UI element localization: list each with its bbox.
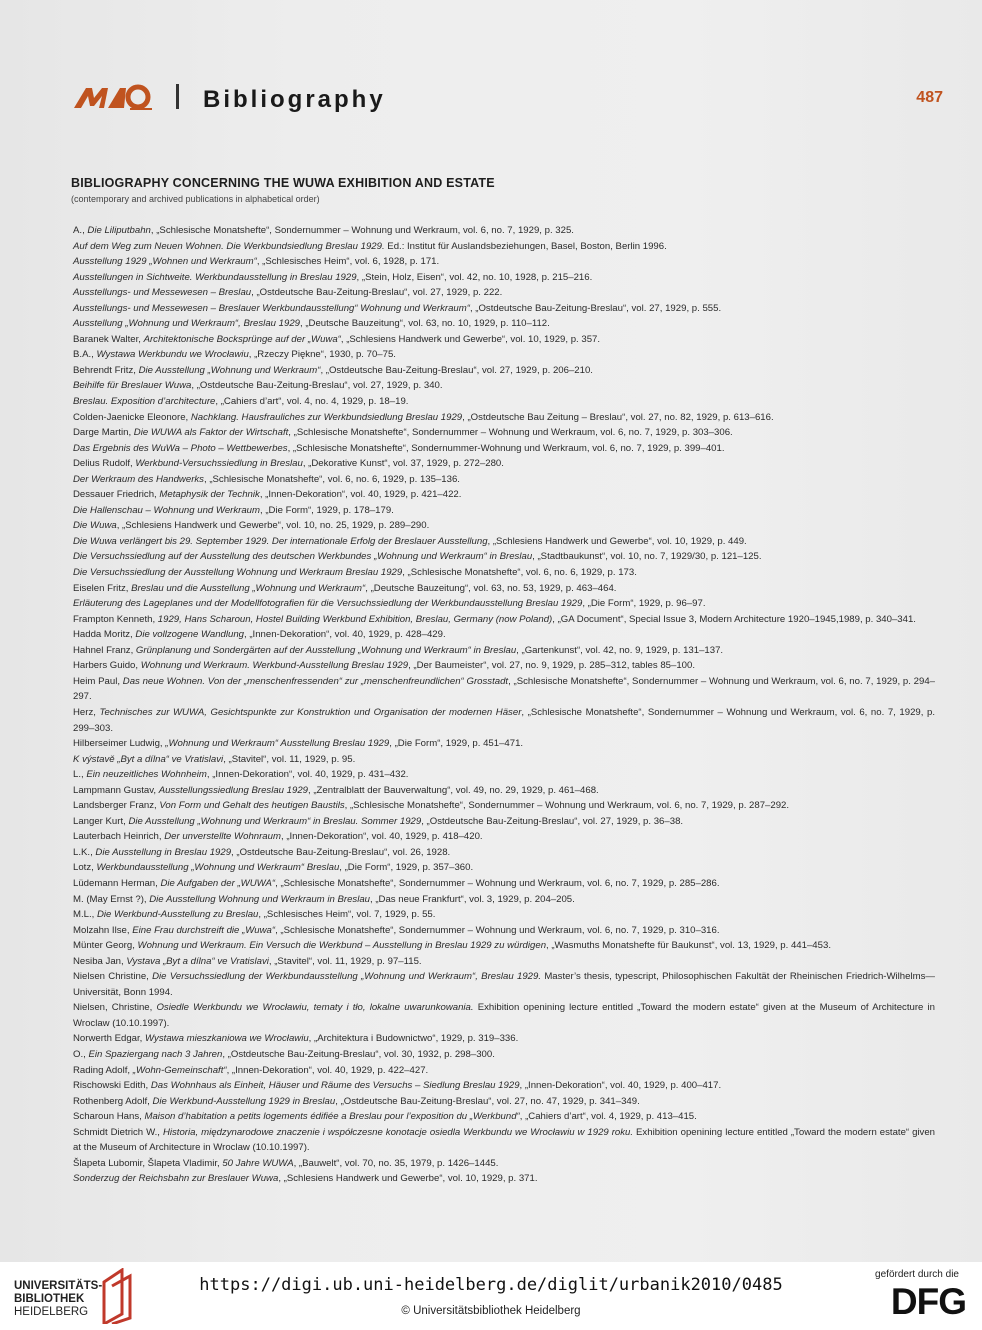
entry-citation: , „Innen-Dekoration“, vol. 40, 1929, p. 431–432. [206,769,409,781]
entry-citation: , „Ostdeutsche Bau-Zeitung-Breslau“, vol. 27, 1929, p. 340. [191,380,443,392]
entry-citation: , „Schlesische Monatshefte“, Sondernummer – Wohnung und Werkraum, vol. 6, no. 7, 1929, p. 287–292. [344,800,790,812]
entry-author: Münter Georg, [73,940,138,952]
entry-title: Die Ausstellung „Wohnung und Werkraum“ in Breslau. Sommer 1929 [128,815,422,827]
entry-author: Hilberseimer Ludwig, [73,738,166,750]
entry-author: Delius Rudolf, [73,458,136,470]
entry-citation: , „Ostdeutsche Bau-Zeitung-Breslau“, vol. 27, 1929, p. 206–210. [320,364,593,376]
entry-title: K výstavě „Byt a dílna“ ve Vratislavi [73,753,224,765]
entry-author: Colden-Jaenicke Eleonore, [73,411,191,423]
entry-author: Lotz, [73,862,97,874]
bibliography-entry [73,565,935,581]
bibliography-entry [73,1047,935,1063]
entry-title: Ausstellungs- und Messewesen – Breslau [73,287,252,299]
bibliography-entry [73,752,935,768]
entry-author: Nielsen Christine, [73,971,153,983]
dfg-caption: gefördert durch die [875,1269,959,1280]
entry-title: Ausstellungen in Sichtweite. Werkbundausstellung in Breslau 1929 [73,271,357,283]
entry-title: 50 Jahre WUWA [222,1157,294,1169]
entry-author: Šlapeta Lubomir, Šlapeta Vladimir, [73,1157,223,1169]
entry-title: Die Versuchssiedlung auf der Ausstellung des deutschen Werkbundes „Wohnung und Werkraum“ in Breslau [73,551,533,563]
bibliography-entry [73,378,935,394]
entry-author: Schmidt Dietrich W., [73,1126,163,1138]
entry-author: Eiselen Fritz, [73,582,132,594]
bibliography-entry [73,596,935,612]
entry-author: Nielsen, Christine, [73,1002,157,1014]
entry-citation: , „Rzeczy Piękne“, 1930, p. 70–75. [248,349,396,361]
bibliography-entry [73,969,935,1000]
entry-citation: , „Die Form“, 1929, p. 451–471. [389,738,524,750]
entry-title: Die WUWA als Faktor der Wirtschaft [133,427,289,439]
bibliography-entry [73,1156,935,1172]
bibliography-entry [73,814,935,830]
entry-title: Osiedle Werkbundu we Wrocławiu, tematy i tło, lokalne uwarunkowania. [156,1002,474,1014]
entry-title: Ein Spaziergang nach 3 Jahren [88,1048,223,1060]
bibliography-entry [73,285,935,301]
bibliography-entry [73,1078,935,1094]
entry-author: Nesiba Jan, [73,955,127,967]
bibliography-entry [73,581,935,597]
bibliography-entry [73,518,935,534]
entry-citation: Exhibition openining lecture entitled „Toward the modern estate“ given at the Museum of Architecture in Wroclaw (10.10.1997). [73,1126,936,1154]
entry-author: Lüdemann Herman, [73,877,161,889]
entry-title: Breslau und die Ausstellung „Wohnung und Werkraum“ [131,582,366,594]
bibliography-entry [73,876,935,892]
bibliography-entry [73,783,935,799]
bibliography-entry [73,1125,935,1156]
footer [0,1262,982,1330]
entry-citation: , „Der Baumeister“, vol. 27, no. 9, 1929, p. 285–312, tables 85–100. [408,660,696,672]
entry-citation: , „Cahiers d’art“, vol. 4, 1929, p. 413–415. [519,1111,697,1123]
entry-author: Langer Kurt, [73,815,129,827]
bibliography-entry [73,923,935,939]
entry-title: Das Ergebnis des WuWa – Photo – Wettbewerbes [73,442,288,454]
bibliography-entry [73,705,935,736]
entry-title: Technisches zur WUWA, Gesichtspunkte zur Konstruktion und Organisation der modernen Häser [99,706,522,718]
entry-citation: , „Schlesiens Handwerk und Gewerbe“, vol. 10, 1929, p. 371. [278,1173,538,1185]
entry-title: Die Wuwa verlängert bis 29. September 1929. Der internationale Erfolg der Breslauer Ausstellung [73,535,488,547]
entry-citation: , „Innen-Dekoration“, vol. 40, 1929, p. 418–420. [280,831,483,843]
entry-title: Das neue Wohnen. Von der „menschenfressenden“ zur „menschenfreundlichen“ Grosstadt [122,675,509,687]
entry-citation: , „Ostdeutsche Bau-Zeitung-Breslau“, vol. 27, 1929, p. 36–38. [421,815,684,827]
bibliography-entry [73,254,935,270]
entry-title: Die Versuchssiedlung der Werkbundausstellung „Wohnung und Werkraum“, Breslau 1929. [152,971,542,983]
entry-title: Die Ausstellung in Breslau 1929 [95,846,232,858]
entry-title: Die Ausstellung Wohnung und Werkraum in Breslau [149,893,371,905]
entry-title: Werkbund-Versuchssiedlung in Breslau [135,458,303,470]
entry-citation: , „Dekorative Kunst“, vol. 37, 1929, p. 272–280. [302,458,504,470]
entry-title: Wystawa mieszkaniowa we Wrocławiu [145,1033,309,1045]
bibliography-entry [73,954,935,970]
entry-title: Die Versuchssiedlung der Ausstellung Wohnung und Werkraum Breslau 1929 [73,567,403,579]
entry-citation: , „Architektura i Budownictwo“, 1929, p. 319–336. [308,1033,519,1045]
bibliography-entry [73,441,935,457]
bibliography-entry [73,239,935,255]
entry-citation: , „Ostdeutsche Bau-Zeitung-Breslau“, vol. 27, 1929, p. 222. [251,287,503,299]
entry-author: Baranek Walter, [73,333,144,345]
entry-title: 1929, Hans Scharoun, Hostel Building Werkbund Exhibition, Breslau, Germany (now Poland) [157,613,553,625]
page-title: Bibliography [203,86,386,113]
entry-title: Ein neuzeitliches Wohnheim [86,769,207,781]
entry-title: Breslau. Exposition d’architecture [73,396,216,408]
entry-title: Ausstellungs- und Messewesen – Breslauer Werkbundausstellung“ Wohnung und Werkraum“ [73,302,470,314]
bibliography-entry [73,270,935,286]
entry-author: Rothenberg Adolf, [73,1095,153,1107]
bibliography-entry [73,472,935,488]
entry-citation: , „Schlesiens Handwerk und Gewerbe“, vol. 10, 1929, p. 357. [340,333,601,345]
bibliography-entry [73,1109,935,1125]
bibliography-entry [73,845,935,861]
entry-title: Das Wohnhaus als Einheit, Häuser und Räume des Versuchs – Siedlung Breslau 1929 [150,1080,520,1092]
entry-citation: , „Schlesisches Heim“, vol. 7, 1929, p. 55. [258,909,436,921]
bibliography-entry [73,487,935,503]
bibliography-entry [73,425,935,441]
entry-author: A., [73,225,88,236]
entry-citation: , „GA Document“, Special Issue 3, Modern Architecture 1920–1945,1989, p. 340–341. [552,613,916,625]
entry-citation: , „Schlesische Monatshefte“, Sondernummer – Wohnung und Werkraum, vol. 6, no. 7, 1929, p. 285–286. [275,877,720,889]
entry-citation: , „Stein, Holz, Eisen“, vol. 42, no. 10, 1928, p. 215–216. [356,271,593,283]
entry-title: Die Wuwa [73,520,117,532]
entry-citation: Ed.: Institut für Auslandsbeziehungen, Basel, Boston, Berlin 1996. [384,240,667,252]
entry-citation: , „Stadtbaukunst“, vol. 10, no. 7, 1929/30, p. 121–125. [532,551,762,563]
entry-citation: , „Ostdeutsche Bau Zeitung – Breslau“, vol. 27, no. 82, 1929, p. 613–616. [462,411,774,423]
entry-citation: , „Cahiers d’art“, vol. 4, no. 4, 1929, p. 18–19. [215,396,409,408]
bibliography-entry [73,612,935,628]
entry-author: Landsberger Franz, [73,800,160,812]
entry-citation: , „Schlesiens Handwerk und Gewerbe“, vol. 10, 1929, p. 449. [487,535,747,547]
entry-citation: , „Schlesische Monatshefte“, vol. 6, no. 6, 1929, p. 173. [402,567,637,579]
bibliography-entry [73,892,935,908]
page-number: 487 [916,89,943,106]
entry-title: Erläuterung des Lageplanes und der Modellfotografien für die Versuchssiedlung der Werkbundausstellung Breslau 1929 [73,598,583,610]
entry-citation: Master’s thesis, typescript, Philosophischen Fakultät der Rheinischen Friedrich-Wilhelms—Universität, Bonn 1994. [73,971,935,998]
bibliography-list [73,223,935,1187]
entry-author: M.L., [73,909,97,921]
entry-citation: , „Schlesische Monatshefte“, Sondernummer – Wohnung und Werkraum, vol. 6, no. 7, 1929, p. 303–306. [288,427,733,439]
entry-citation: , „Schlesische Monatshefte“, Sondernummer-Wohnung und Werkraum, vol. 6, no. 7, 1929, p. 399–401. [287,442,725,454]
entry-title: Historia, międzynarodowe znaczenie i współczesne konotacje osiedla Werkbundu we Wrocławiu w 1929 roku. [162,1126,634,1138]
entry-title: Vystava „Byt a dílna“ ve Vratislavi [126,955,269,967]
entry-title: Wohnung und Werkraum. Werkbund-Ausstellung Breslau 1929 [140,660,409,672]
bibliography-entry [73,332,935,348]
bibliography-entry [73,1063,935,1079]
bibliography-entry [73,1000,935,1031]
entry-title: Wystawa Werkbundu we Wrocławiu [96,349,249,361]
entry-citation: , „Innen-Dekoration“, vol. 40, 1929, p. 428–429. [244,629,446,641]
entry-title: Maison d’habitation a petits logements édifiée a Breslau pour l’exposition du „Werkbund“ [144,1111,520,1123]
entry-author: Frampton Kenneth, [73,613,158,625]
entry-citation: , „Gartenkunst“, vol. 42, no. 9, 1929, p. 131–137. [516,644,724,656]
bibliography-entry [73,301,935,317]
bibliography-entry [73,534,935,550]
bibliography-entry [73,1031,935,1047]
entry-citation: , „Stavitel“, vol. 11, 1929, p. 95. [223,753,356,765]
bibliography-entry [73,316,935,332]
entry-citation: , „Schlesische Monatshefte“, vol. 6, no. 6, 1929, p. 135–136. [203,473,460,485]
ub-logo-line1: UNIVERSITÄTS- [14,1280,103,1292]
entry-title: Die Werkbund-Ausstellung zu Breslau [97,909,259,921]
bibliography-entry [73,410,935,426]
entry-title: Architektonische Bocksprünge auf der „Wuwa“ [143,333,341,345]
entry-author: Harbers Guido, [73,660,141,672]
entry-citation: , „Zentralblatt der Bauverwaltung“, vol. 49, no. 29, 1929, p. 461–468. [308,784,599,796]
entry-citation: , „Ostdeutsche Bau-Zeitung-Breslau“, vol. 27, no. 47, 1929, p. 341–349. [335,1095,640,1107]
entry-title: Wohnung und Werkraum. Ein Versuch die Werkbund – Ausstellung in Breslau 1929 zu würdigen [137,940,547,952]
bibliography-entry [73,1171,935,1187]
entry-citation: , „Die Form“, 1929, p. 357–360. [339,862,474,874]
entry-title: Die Liliputbahn [87,225,151,236]
bibliography-entry [73,549,935,565]
entry-author: Rischowski Edith, [73,1080,151,1092]
entry-title: Der Werkraum des Handwerks [73,473,204,485]
bibliography-entry [73,736,935,752]
entry-title: Grünplanung und Sondergärten auf der Ausstellung „Wohnung und Werkraum“ in Breslau [135,644,517,656]
entry-author: Hadda Moritz, [73,629,136,641]
bibliography-entry [73,907,935,923]
bibliography-entry [73,223,935,239]
entry-citation: , „Schlesische Monatshefte“, Sondernummer – Wohnung und Werkraum, vol. 6, no. 7, 1929, p. 325. [150,225,574,236]
entry-title: Die Hallenschau – Wohnung und Werkraum [73,504,260,516]
bibliography-entry [73,860,935,876]
footer-copyright: © Universitätsbibliothek Heidelberg [401,1305,581,1317]
entry-citation: , „Schlesische Monatshefte“, Sondernummer – Wohnung und Werkraum, vol. 6, no. 7, 1929, p. 310–316. [275,924,720,936]
entry-author: Herz, [73,706,100,718]
ub-logo-line2: BIBLIOTHEK [14,1293,85,1305]
entry-author: L.K., [73,846,96,858]
bibliography-entry [73,798,935,814]
entry-citation: , „Bauwelt“, vol. 70, no. 35, 1979, p. 1426–1445. [293,1157,499,1169]
header-divider [176,84,179,109]
entry-author: Scharoun Hans, [73,1111,145,1123]
entry-citation: , „Ostdeutsche Bau-Zeitung-Breslau“, vol. 27, 1929, p. 555. [469,302,722,314]
bibliography-entry [73,1094,935,1110]
entry-author: Rading Adolf, [73,1064,133,1076]
entry-title: Nachklang. Hausfrauliches zur Werkbundsiedlung Breslau 1929 [190,411,463,423]
ub-logo-line3: HEIDELBERG [14,1306,89,1318]
bibliography-entry [73,394,935,410]
entry-title: Sonderzug der Reichsbahn zur Breslauer Wuwa [73,1173,279,1185]
entry-title: „Wohn-Gemeinschaft“ [132,1064,227,1076]
entry-title: Werkbundausstellung „Wohnung und Werkraum“ Breslau [96,862,340,874]
entry-title: Metaphysik der Technik [159,489,260,501]
entry-title: Die Werkbund-Ausstellung 1929 in Breslau [152,1095,336,1107]
entry-title: Ausstellungssiedlung Breslau 1929 [158,784,309,796]
entry-title: Auf dem Weg zum Neuen Wohnen. Die Werkbundsiedlung Breslau 1929. [73,240,385,252]
entry-citation: , „Die Form“, 1929, p. 96–97. [582,598,706,610]
entry-author: Lampmann Gustav, [73,784,159,796]
entry-title: „Wohnung und Werkraum“ Ausstellung Breslau 1929 [165,738,390,750]
entry-citation: , „Innen-Dekoration“, vol. 40, 1929, p. 422–427. [226,1064,429,1076]
entry-citation: , „Deutsche Bauzeitung“, vol. 63, no. 10, 1929, p. 110–112. [300,318,550,330]
entry-citation: , „Stavitel“, vol. 11, 1929, p. 97–115. [268,955,422,967]
entry-citation: , „Die Form“, 1929, p. 178–179. [260,504,394,516]
entry-title: Die Aufgaben der „WUWA“ [160,877,276,889]
entry-citation: , „Deutsche Bauzeitung“, vol. 63, no. 53, 1929, p. 463–464. [365,582,617,594]
entry-citation: , „Wasmuths Monatshefte für Baukunst“, vol. 13, 1929, p. 441–453. [546,940,831,952]
entry-citation: , „Innen-Dekoration“, vol. 40, 1929, p. 400–417. [519,1080,722,1092]
entry-citation: Exhibition openining lecture entitled „Toward the modern estate“ given at the Museum of Architecture in Wroclaw (10.10.1997). [73,1002,935,1029]
bibliography-entry [73,627,935,643]
entry-author: Molzahn Ilse, [73,924,133,936]
entry-title: Der unverstellte Wohnraum [164,831,281,843]
entry-author: L., [73,769,87,781]
entry-author: M. (May Ernst ?), [73,893,150,905]
entry-title: Beihilfe für Breslauer Wuwa [73,380,192,392]
entry-title: Die Ausstellung „Wohnung und Werkraum“ [138,364,321,376]
entry-citation: , „Ostdeutsche Bau-Zeitung-Breslau“, vol. 30, 1932, p. 298–300. [222,1048,495,1060]
entry-author: Norwerth Edgar, [73,1033,145,1045]
entry-author: Heim Paul, [73,675,123,687]
entry-author: Hahnel Franz, [73,644,136,656]
mo-logo-icon [72,84,152,110]
entry-title: Die vollzogene Wandlung [135,629,245,641]
entry-citation: , „Das neue Frankfurt“, vol. 3, 1929, p. 204–205. [370,893,575,905]
entry-title: Von Form und Gehalt des heutigen Baustils [159,800,345,812]
entry-author: Darge Martin, [73,427,134,439]
bibliography-entry [73,363,935,379]
entry-title: Ausstellung „Wohnung und Werkraum“, Breslau 1929 [73,318,300,330]
bibliography-entry [73,503,935,519]
entry-author: Dessauer Friedrich, [73,489,160,501]
footer-url-link[interactable]: https://digi.ub.uni-heidelberg.de/diglit/urbanik2010/0485 [199,1275,783,1295]
section-heading: BIBLIOGRAPHY CONCERNING THE WUWA EXHIBITION AND ESTATE [71,176,495,190]
entry-title: Eine Frau durchstreift die „Wuwa“ [132,924,276,936]
bibliography-entry [73,767,935,783]
entry-citation: , „Schlesische Monatshefte“, Sondernummer – Wohnung und Werkraum, vol. 6, no. 7, 1929, p. 299–303. [73,706,936,734]
entry-author: Behrendt Fritz, [73,364,139,376]
bibliography-entry [73,674,935,705]
entry-citation: , „Schlesisches Heim“, vol. 6, 1928, p. 171. [256,256,440,268]
dfg-logo[interactable]: DFG [890,1281,966,1322]
section-subtitle: (contemporary and archived publications in alphabetical order) [71,194,320,204]
entry-title: Ausstellung 1929 „Wohnen und Werkraum“ [73,256,257,268]
bibliography-entry [73,347,935,363]
entry-citation: , „Schlesiens Handwerk und Gewerbe“, vol. 10, no. 25, 1929, p. 289–290. [116,520,430,532]
bibliography-entry [73,829,935,845]
bibliography-entry [73,658,935,674]
bibliography-entry [73,643,935,659]
entry-author: O., [73,1048,89,1060]
entry-author: B.A., [73,349,97,361]
entry-citation: , „Ostdeutsche Bau-Zeitung-Breslau“, vol. 26, 1928. [231,846,451,858]
bibliography-entry [73,938,935,954]
entry-citation: , „Schlesische Monatshefte“, Sondernummer – Wohnung und Werkraum, vol. 6, no. 7, 1929, p. 294–297. [73,675,935,703]
entry-author: Lauterbach Heinrich, [73,831,165,843]
bibliography-entry [73,456,935,472]
entry-citation: , „Innen-Dekoration“, vol. 40, 1929, p. 421–422. [259,489,462,501]
